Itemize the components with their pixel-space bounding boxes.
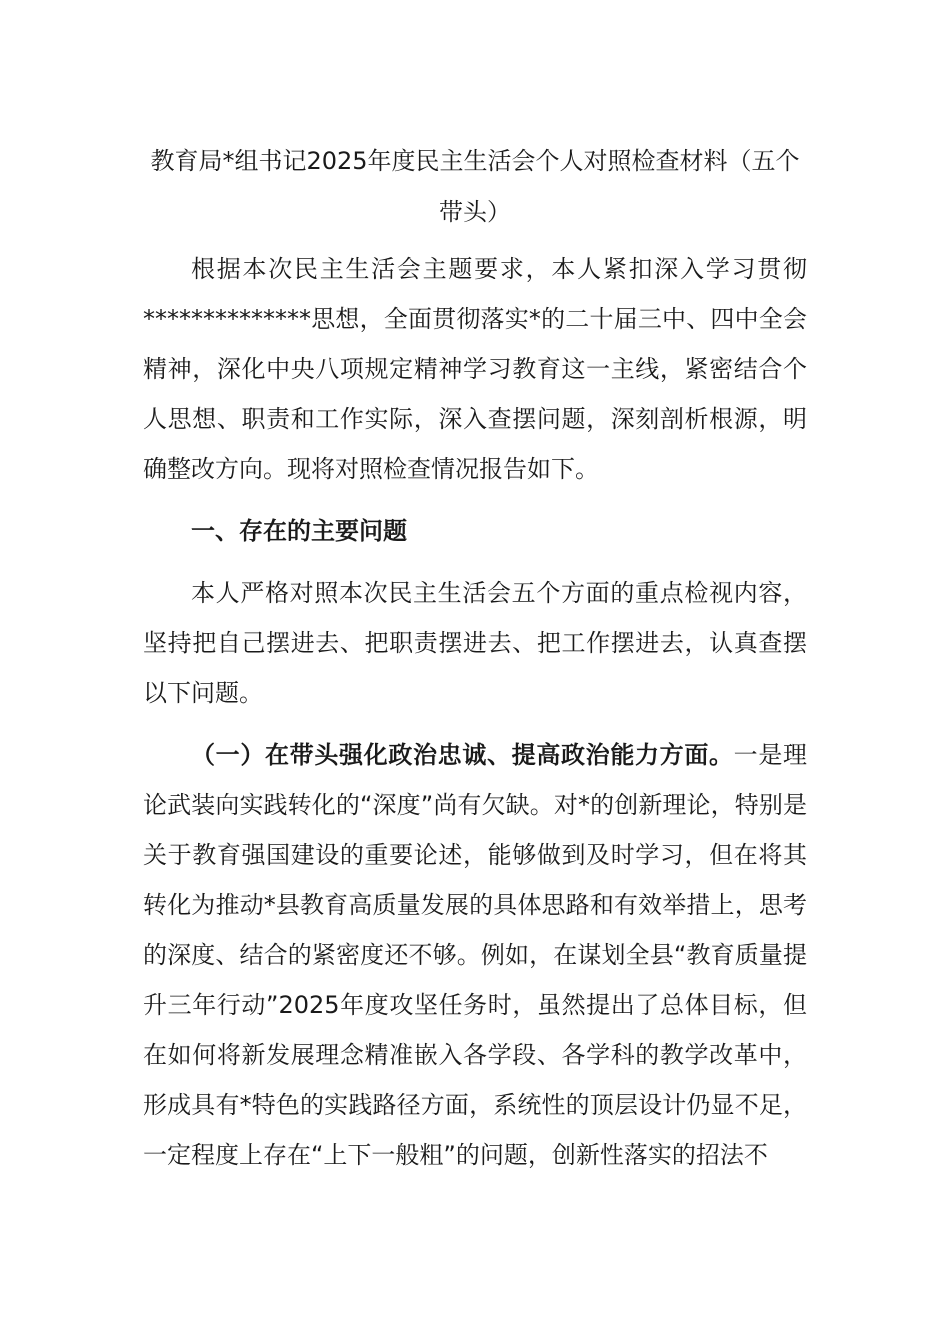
- section-heading-problems: 一、存在的主要问题: [191, 517, 407, 545]
- intro-paragraph: 根据本次民主生活会主题要求，本人紧扣深入学习贯彻**************思想，全面贯彻落实*的二十届三中、四中全会精神，深化中央八项规定精神学习教育这一主线，紧密结合个人思想、职责和工作实际，深入查摆问题，深刻剖析根源，明确整改方向。现将对照检查情况报告如下。: [143, 255, 807, 483]
- section-intro-paragraph: 本人严格对照本次民主生活会五个方面的重点检视内容，坚持把自己摆进去、把职责摆进去、把工作摆进去，认真查摆以下问题。: [143, 579, 807, 707]
- item-text-1: 一是理论武装向实践转化的“深度”尚有欠缺。对*的创新理论，特别是关于教育强国建设的重要论述，能够做到及时学习，但在将其转化为推动*县教育高质量发展的具体思路和有效举措上，思考的深度、结合的紧密度还不够。例如，在谋划全县“教育质量提升三年行动”2025年度攻坚任务时，虽然提出了总体目标，但在如何将新发展理念精准嵌入各学段、各学科的教学改革中，形成具有*特色的实践路径方面，系统性的顶层设计仍显不足，一定程度上存在“上下一般粗”的问题，创新性落实的招法不: [143, 741, 808, 1169]
- document-title: 教育局*组书记2025年度民主生活会个人对照检查材料（五个带头）: [150, 147, 800, 226]
- item-paragraph-1: [143, 730, 807, 1180]
- document-body: [143, 136, 807, 1180]
- item-label-1: （一）在带头强化政治忠诚、提高政治能力方面。: [191, 741, 734, 769]
